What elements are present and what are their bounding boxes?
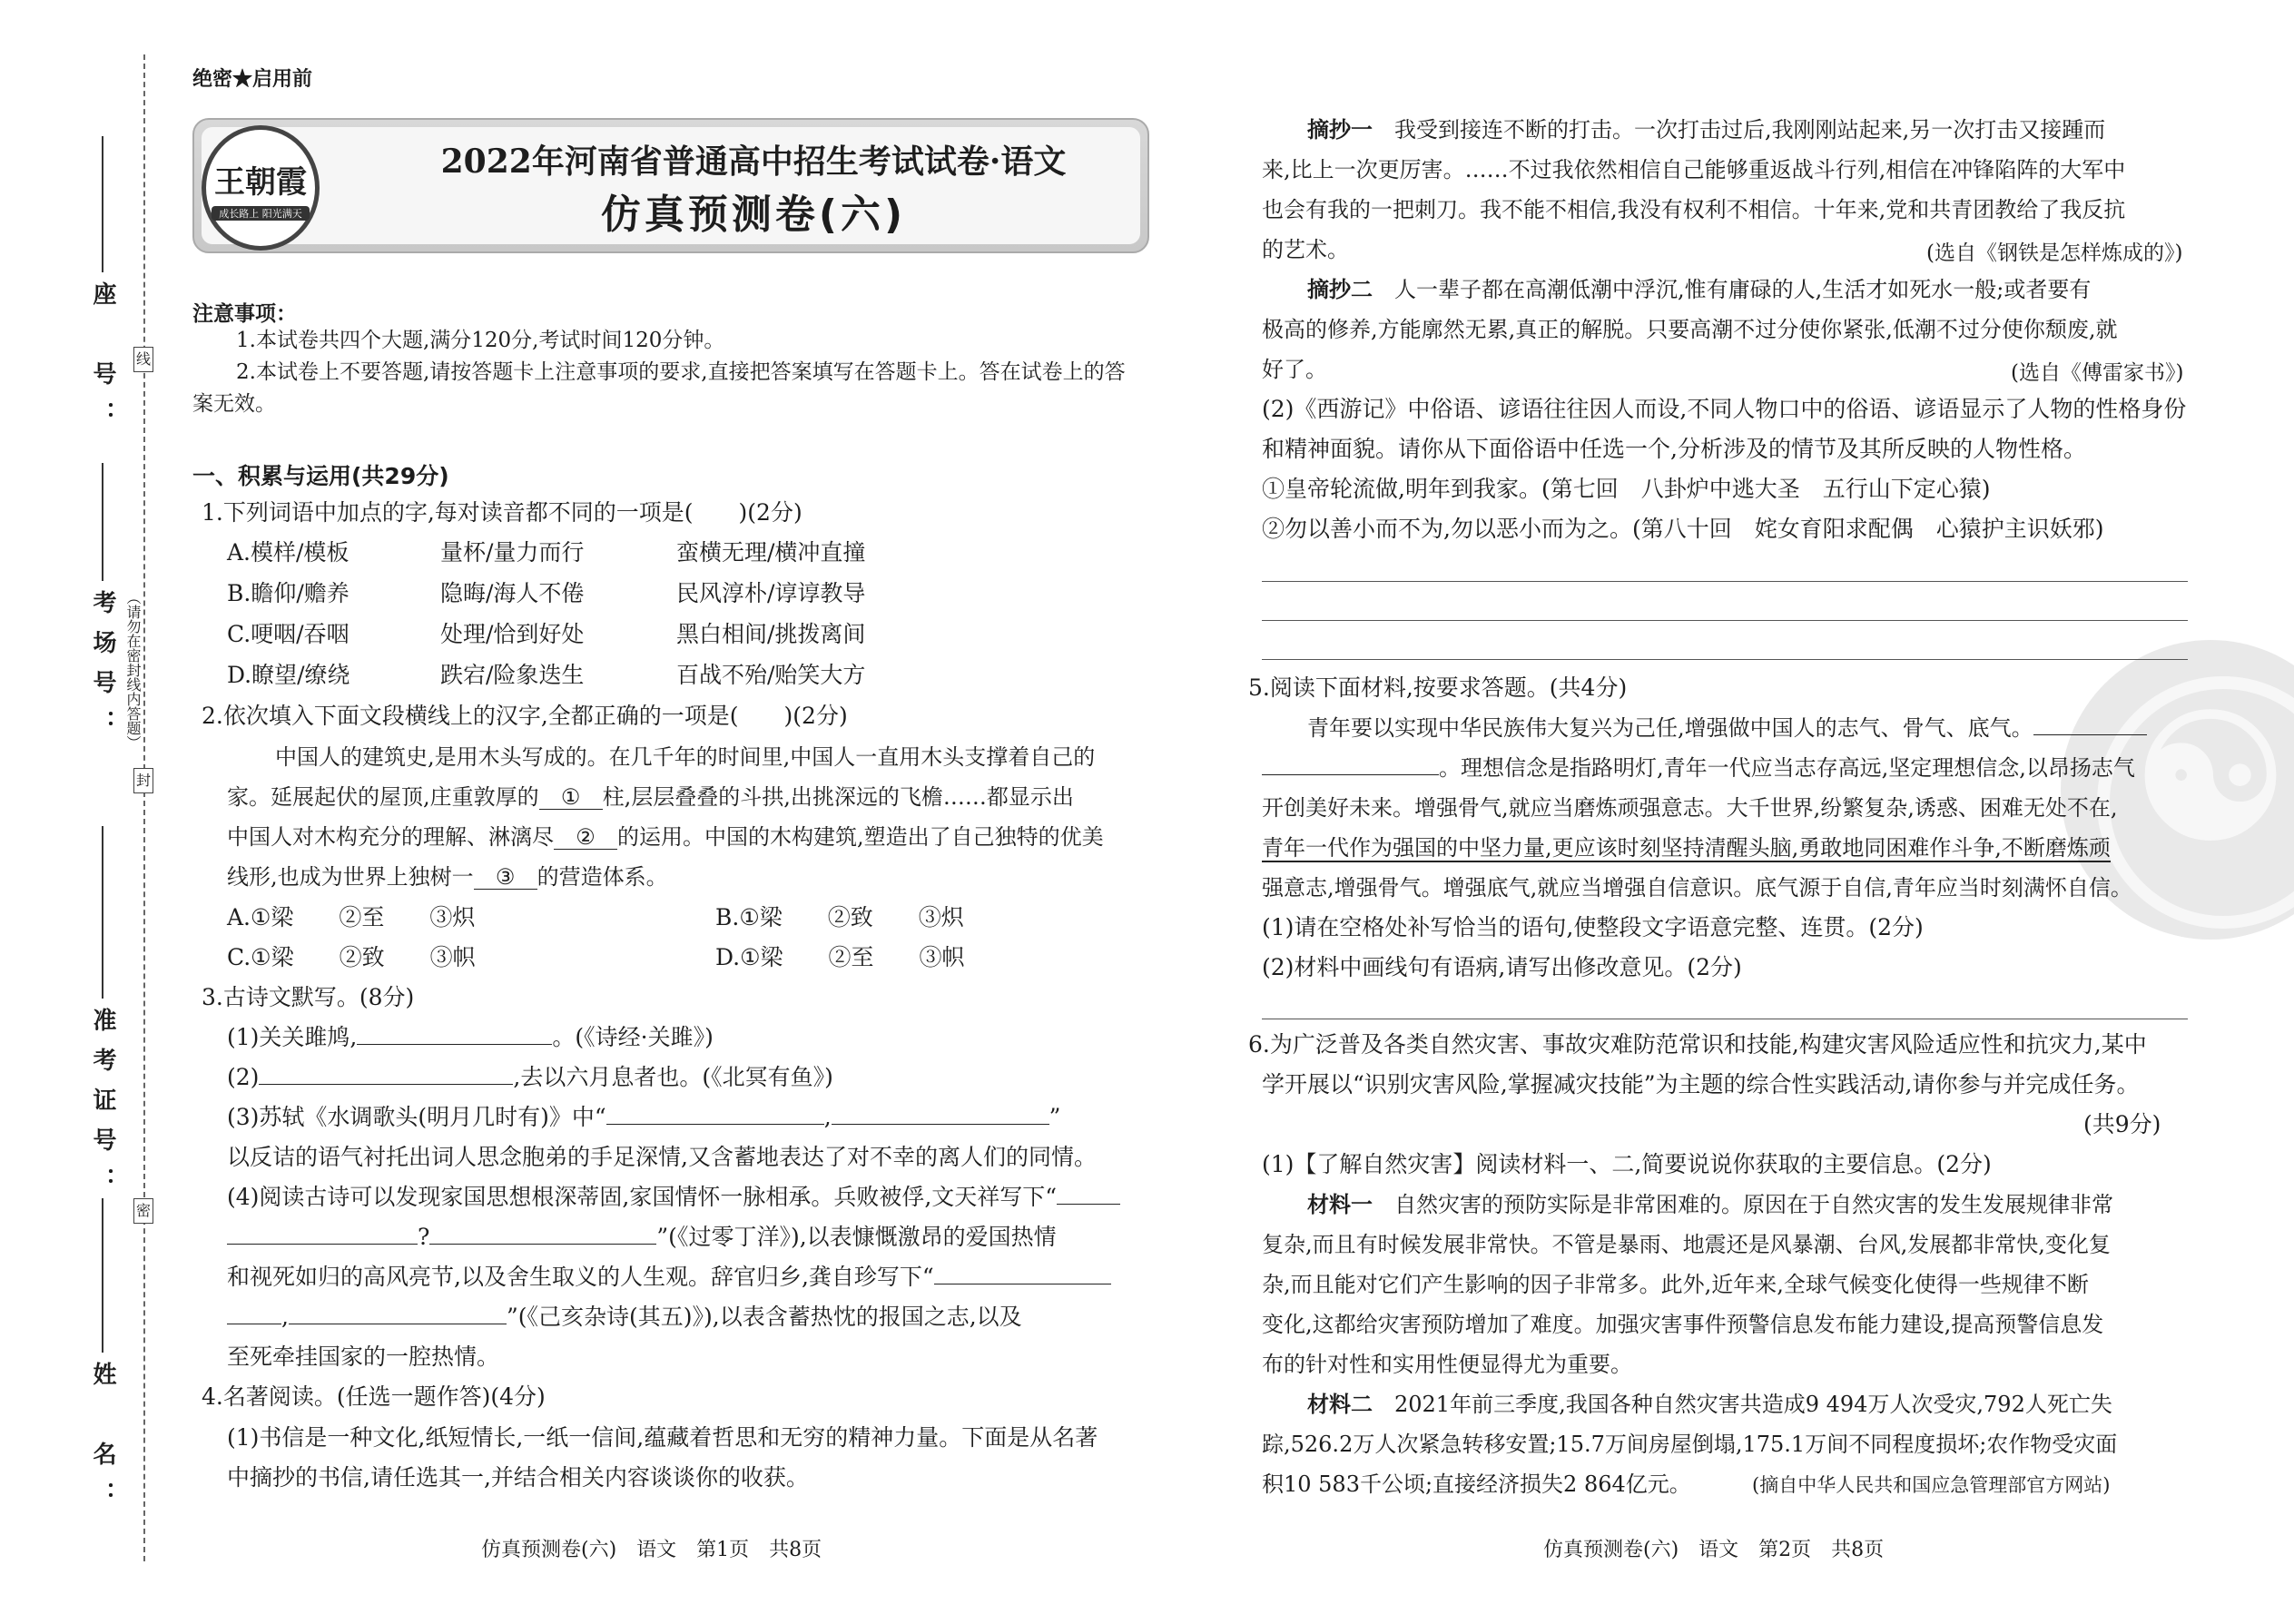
excerpt-1-text-1: 我受到接连不断的打击。一次打击过后,我刚刚站起来,另一次打击又接踵而 [1394, 117, 2106, 143]
q1-c-3: 黑白相间/挑拨离间 [676, 621, 866, 647]
q4-2-option-2: ②勿以善小而不为,勿以恶小而为之。(第八十回 姹女育阳求配偶 心猿护主识妖邪) [1262, 516, 2104, 542]
material-1-line-2: 复杂,而且有时候发展非常快。不管是暴雨、地震还是风暴潮、台风,发展都非常快,变化复 [1262, 1232, 2111, 1257]
q2-option-b: B.①梁 ②致 ③炽 [715, 904, 964, 930]
name-label: 姓 名： [89, 1362, 116, 1521]
q2-passage-2a: 家。延展起伏的屋顶,庄重敦厚的 [227, 784, 539, 810]
q3-blank-4 [832, 1104, 1049, 1125]
q3-item-4-line2 [227, 1222, 1057, 1253]
ticket-field [102, 826, 103, 999]
q3-blank-9 [227, 1304, 281, 1324]
exam-subtitle: 仿真预测卷(六) [600, 192, 907, 238]
material-1-label: 材料一 [1307, 1192, 1373, 1217]
room-field [102, 463, 103, 581]
notice-item-2: 2.本试卷上不要答题,请按答题卡上注意事项的要求,直接把答案填写在答题卡上。答在试卷上的答 [236, 360, 1126, 384]
seal-mark-seal: 封 [133, 768, 153, 793]
excerpt-1-label: 摘抄一 [1307, 117, 1373, 143]
q3-item-4-line2-text: ”(《过零丁洋》),以表慷慨激昂的爱国热情 [656, 1224, 1057, 1250]
q3-item-1 [227, 1022, 714, 1053]
answer-line-1 [1262, 581, 2188, 582]
material-1-line-5: 布的针对性和实用性便显得尤为重要。 [1262, 1352, 1632, 1377]
excerpt-2-line-3: 好了。 [1262, 357, 1327, 382]
q3-item-4 [227, 1182, 1120, 1213]
q1-b-2: 隐晦/海人不倦 [440, 580, 585, 606]
material-2-line-1 [1307, 1389, 2112, 1420]
q5-passage-3: 开创美好未来。增强骨气,就应当磨炼顽强意志。大千世界,纷繁复杂,诱惑、困难无处不在, [1262, 795, 2118, 821]
excerpt-1-line-3: 也会有我的一把刺刀。我不能不相信,我没有权利不相信。十年来,党和共青团教给了我反抗 [1262, 197, 2126, 222]
q2-option-c: C.①梁 ②致 ③帜 [227, 944, 476, 970]
seal-mark-line: 线 [133, 347, 153, 372]
q1-c-2: 处理/恰到好处 [440, 621, 585, 647]
q5-passage-5: 强意志,增强骨气。增强底气,就应当增强自信意识。底气源于自信,青年应当时刻满怀自信。 [1262, 875, 2132, 901]
ticket-label: 准考证号： [89, 1008, 116, 1207]
material-2-line-3: 积10 583千公顷;直接经济损失2 864亿元。 [1262, 1471, 1691, 1497]
excerpt-2-label: 摘抄二 [1307, 277, 1373, 302]
q3-blank-8 [934, 1264, 1111, 1284]
q2-option-d: D.①梁 ②至 ③帜 [715, 944, 965, 970]
page-left [182, 0, 1153, 1624]
section-1-title: 一、积累与运用(共29分) [192, 463, 449, 489]
q3-stem: 3.古诗文默写。(8分) [202, 984, 415, 1010]
q2-option-a: A.①梁 ②至 ③炽 [227, 904, 476, 930]
excerpt-1-source: (选自《钢铁是怎样炼成的》) [1926, 241, 2183, 265]
q3-item-3a: (3)苏轼《水调歌头(明月几时有)》中“ [227, 1104, 606, 1130]
q3-item-4-text: (4)阅读古诗可以发现家国思想根深蒂固,家国情怀一脉相承。兵败被俘,文天祥写下“ [227, 1184, 1058, 1210]
exam-title: 2022年河南省普通高中招生考试试卷·语文 [440, 143, 1067, 181]
material-2-line-2: 踪,526.2万人次紧急转移安置;15.7万间房屋倒塌,175.1万间不同程度损坏;农作物受灾面 [1262, 1432, 2118, 1457]
material-2-source: (摘自中华人民共和国应急管理部官方网站) [1752, 1474, 2111, 1496]
q2-blank-2: ② [554, 822, 617, 850]
q5-blank-2 [1262, 754, 1439, 775]
q3-blank-6 [227, 1224, 418, 1245]
q4-2-line-2: 和精神面貌。请你从下面俗语中任选一个,分析涉及的情节及其所反映的人物性格。 [1262, 436, 2086, 462]
q2-passage-4 [227, 861, 668, 892]
q6-sub-1: (1)【了解自然灾害】阅读材料一、二,简要说说你获取的主要信息。(2分) [1262, 1151, 1992, 1177]
q1-d-3: 百战不殆/贻笑大方 [676, 662, 866, 688]
q6-stem-1: 6.为广泛普及各类自然灾害、事故灾难防范常识和技能,构建灾害风险适应性和抗灾力,某中 [1248, 1031, 2147, 1058]
q2-passage-3a: 中国人对木构充分的理解、淋漓尽 [227, 824, 554, 850]
excerpt-2-line-2: 极高的修养,方能廓然无累,真正的解脱。只要高潮不过分使你紧张,低潮不过分使你颓废,就 [1262, 317, 2118, 342]
answer-line-3 [1262, 659, 2188, 660]
watermark-glyph: ☯ [2132, 676, 2289, 879]
q2-blank-3: ③ [474, 861, 537, 890]
q1-c-1: C.哽咽/吞咽 [227, 621, 350, 647]
q3-blank-5 [1057, 1184, 1120, 1205]
notice-item-1: 1.本试卷共四个大题,满分120分,考试时间120分钟。 [236, 329, 725, 352]
seal-mark-secret: 密 [133, 1198, 153, 1224]
q5-sub-2: (2)材料中画线句有语病,请写出修改意见。(2分) [1262, 954, 1742, 980]
q5-passage-1 [1307, 713, 2147, 743]
q3-blank-2 [259, 1064, 513, 1085]
q4-2-line-1: (2)《西游记》中俗语、谚语往往因人而设,不同人物口中的俗语、谚语显示了人物的性格身份 [1262, 396, 2187, 422]
q3-item-2b: ,去以六月息者也。(《北冥有鱼》) [513, 1064, 833, 1090]
q6-stem-2: 学开展以“识别灾害风险,掌握减灾技能”为主题的综合性实践活动,请你参与并完成任务。 [1262, 1071, 2140, 1097]
q3-blank-7 [429, 1224, 656, 1245]
excerpt-2-source: (选自《傅雷家书》) [2011, 361, 2184, 385]
q3-item-1a: (1)关关雎鸠, [227, 1024, 358, 1050]
q4-item-1: (1)书信是一种文化,纸短情长,一纸一信间,蕴藏着哲思和无穷的精神力量。下面是从名著 [227, 1424, 1098, 1451]
q1-d-1: D.瞭望/缭绕 [227, 662, 350, 688]
q3-item-3 [227, 1102, 1060, 1133]
q1-a-2: 量杯/量力而行 [440, 539, 585, 566]
answer-line-2 [1262, 620, 2188, 621]
q5-passage-2-text: 。理想信念是指路明灯,青年一代应当志存高远,坚定理想信念,以昂扬志气 [1439, 755, 2135, 781]
q4-stem: 4.名著阅读。(任选一题作答)(4分) [202, 1383, 546, 1410]
q5-passage-2 [1262, 753, 2135, 783]
q3-blank-3 [606, 1104, 824, 1125]
q2-passage-4a: 线形,也成为世界上独树一 [227, 864, 474, 890]
page-footer-right: 仿真预测卷(六) 语文 第2页 共8页 [1543, 1539, 1885, 1561]
q5-sub-1: (1)请在空格处补写恰当的语句,使整段文字语意完整、连贯。(2分) [1262, 914, 1924, 940]
q3-item-4-line3 [227, 1262, 1111, 1293]
q2-passage-3 [227, 822, 1104, 852]
q2-passage-1: 中国人的建筑史,是用木头写成的。在几千年的时间里,中国人一直用木头支撑着自己的 [275, 744, 1096, 770]
material-1-line-4: 变化,这都给灾害预防增加了难度。加强灾害事件预警信息发布能力建设,提高预警信息发 [1262, 1312, 2104, 1337]
q3-item-1b: 。(《诗经·关雎》) [552, 1024, 714, 1050]
q3-item-4-line4-text: ”(《己亥杂诗(其五)》),以表含蓄热忱的报国之志,以及 [506, 1304, 1022, 1330]
seat-field [102, 136, 103, 272]
q1-stem: 1.下列词语中加点的字,每对读音都不同的一项是( )(2分) [202, 499, 802, 526]
q1-a-1: A.模样/模板 [227, 539, 350, 566]
binding-margin [0, 0, 172, 1624]
logo-slogan: 成长路上 阳光满天 [212, 206, 310, 221]
q3-item-4-q: ? [418, 1224, 430, 1250]
q3-item-4-line3-text: 和视死如归的高风亮节,以及舍生取义的人生观。辞官归乡,龚自珍写下“ [227, 1264, 934, 1290]
q3-item-3-cont: 以反诘的语气衬托出词人思念胞弟的手足深情,又含蓄地表达了对不幸的离人们的同情。 [227, 1144, 1097, 1170]
q6-score: (共9分) [2083, 1111, 2161, 1137]
material-2-label: 材料二 [1307, 1392, 1373, 1417]
q3-item-4-comma: , [281, 1304, 289, 1330]
page-footer-left: 仿真预测卷(六) 语文 第1页 共8页 [481, 1539, 822, 1561]
room-label: 考场号： [89, 590, 116, 750]
q1-d-2: 跌宕/险象迭生 [440, 662, 585, 688]
notice-item-2-cont: 案无效。 [192, 392, 276, 416]
q3-blank-1 [357, 1024, 552, 1045]
excerpt-1-line-1 [1307, 114, 2105, 145]
q2-passage-2 [227, 782, 1074, 812]
q5-passage-4 [1262, 832, 2111, 863]
excerpt-2-line-1 [1307, 274, 2091, 305]
material-2-text-1: 2021年前三季度,我国各种自然灾害共造成9 494万人次受灾,792人死亡失 [1394, 1392, 2112, 1417]
q5-blank-1 [2033, 714, 2147, 735]
q5-underlined-sentence: 青年一代作为强国的中坚力量,更应该时刻坚持清醒头脑,勇敢地同困难作斗争,不断磨炼顽 [1262, 835, 2111, 861]
publisher-logo [202, 125, 320, 251]
excerpt-2-text-1: 人一辈子都在高潮低潮中浮沉,惟有庸碌的人,生活才如死水一般;或者要有 [1394, 277, 2092, 302]
notice-title: 注意事项： [192, 302, 297, 326]
secret-mark: 绝密★启用前 [192, 67, 313, 91]
q1-b-1: B.瞻仰/赡养 [227, 580, 350, 606]
name-field [102, 1198, 103, 1353]
material-1-text-1: 自然灾害的预防实际是非常困难的。原因在于自然灾害的发生发展规律非常 [1394, 1192, 2113, 1217]
q4-2-option-1: ①皇帝轮流做,明年到我家。(第七回 八卦炉中逃大圣 五行山下定心猿) [1262, 476, 1991, 502]
seat-label: 座 号： [89, 281, 116, 441]
q2-stem: 2.依次填入下面文段横线上的汉字,全都正确的一项是( )(2分) [202, 703, 848, 729]
page-right [1244, 0, 2188, 1624]
q3-item-2 [227, 1062, 833, 1093]
q2-blank-1: ① [539, 782, 603, 810]
q2-passage-2b: 柱,层层叠叠的斗拱,出挑深远的飞檐……都显示出 [602, 784, 1074, 810]
q3-item-3c: ” [1049, 1104, 1061, 1130]
material-1-line-1 [1307, 1189, 2113, 1220]
q1-b-3: 民风淳朴/谆谆教导 [676, 580, 866, 606]
q4-item-1-cont: 中摘抄的书信,请任选其一,并结合相关内容谈谈你的收获。 [227, 1464, 809, 1491]
q3-item-4-line5: 至死牵挂国家的一腔热情。 [227, 1343, 500, 1370]
excerpt-1-line-4: 的艺术。 [1262, 237, 1349, 262]
q5-stem: 5.阅读下面材料,按要求答题。(共4分) [1248, 674, 1628, 701]
q1-a-3: 蛮横无理/横冲直撞 [676, 539, 866, 566]
excerpt-1-line-2: 来,比上一次更厉害。……不过我依然相信自己能够重返战斗行列,相信在冲锋陷阵的大军中 [1262, 157, 2126, 182]
q3-item-4-line4 [227, 1302, 1022, 1333]
q3-item-3b: , [823, 1104, 832, 1130]
q5-passage-1-text: 青年要以实现中华民族伟大复兴为己任,增强做中国人的志气、骨气、底气。 [1307, 715, 2033, 741]
q2-passage-4b: 的营造体系。 [537, 864, 668, 890]
q3-item-2a: (2) [227, 1064, 260, 1090]
seal-note: （请勿在密封线内答题） [124, 590, 142, 750]
material-1-line-3: 杂,而且能对它们产生影响的因子非常多。此外,近年来,全球气候变化使得一些规律不断 [1262, 1272, 2089, 1297]
logo-text: 王朝霞 [214, 164, 307, 201]
seal-dashed-line [143, 54, 145, 1561]
q3-blank-10 [289, 1304, 507, 1324]
q2-passage-3b: 的运用。中国的木构建筑,塑造出了自己独特的优美 [617, 824, 1104, 850]
